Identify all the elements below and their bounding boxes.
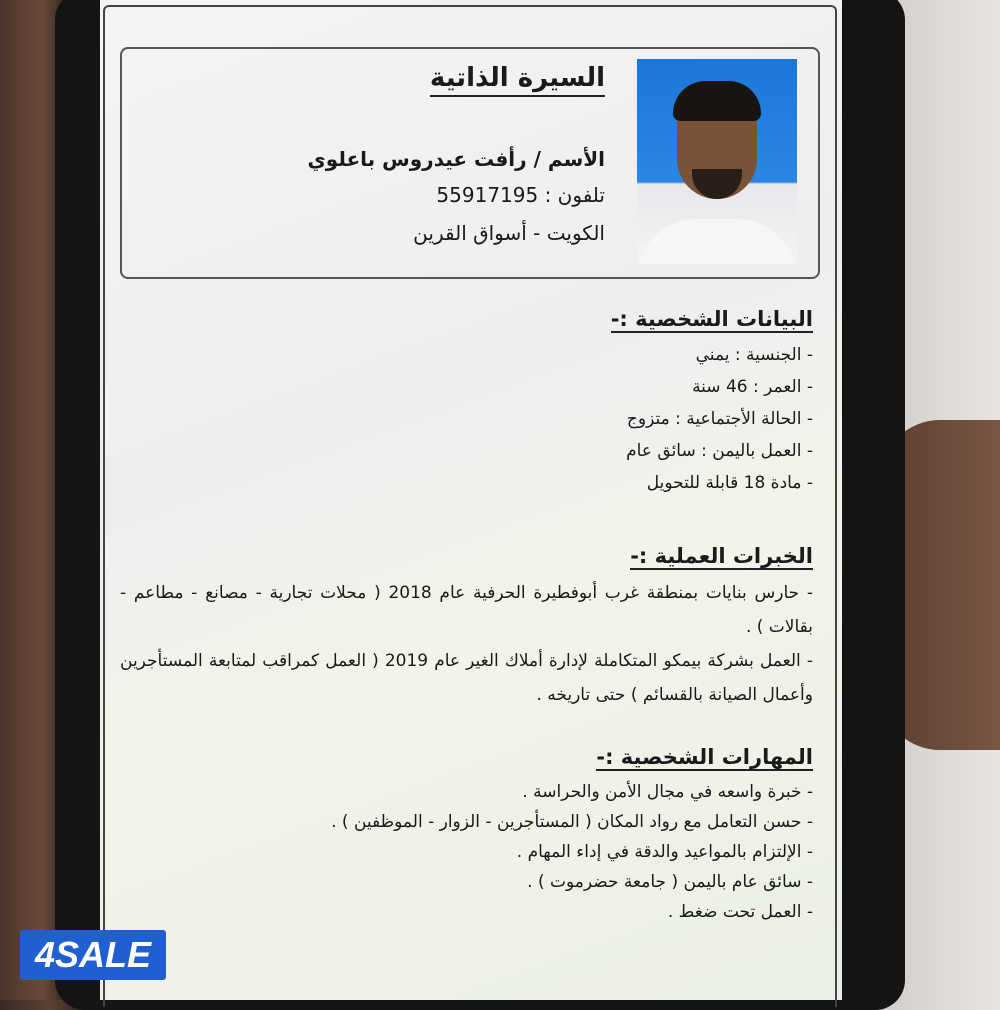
list-item: - العمل تحت ضغط . — [667, 902, 813, 922]
experience-section — [120, 544, 813, 712]
watermark-logo: 4SALE — [20, 930, 166, 980]
list-item: - حارس بنايات بمنطقة غرب أبوفطيرة الحرفية عام 2018 ( محلات تجارية - مصانع - مطاعم - بقالات ) . — [120, 583, 813, 637]
list-item: - الإلتزام بالمواعيد والدقة في إداء المهام . — [516, 842, 813, 862]
list-item: - العمل باليمن : سائق عام — [626, 441, 813, 461]
location: الكويت - أسواق القرين — [413, 221, 605, 245]
list-item: - سائق عام باليمن ( جامعة حضرموت ) . — [527, 872, 813, 892]
phone-screen — [100, 0, 842, 1000]
list-item: - حسن التعامل مع رواد المكان ( المستأجرين - الزوار - الموظفين ) . — [331, 812, 813, 832]
cv-title: السيرة الذاتية — [430, 63, 605, 97]
list-item: - العمر : 46 سنة — [692, 377, 813, 397]
list-item: - الحالة الأجتماعية : متزوج — [626, 409, 813, 429]
list-item: - الجنسية : يمني — [695, 345, 813, 365]
skills-section — [120, 745, 813, 927]
cv-header — [120, 47, 820, 279]
section-title: الخبرات العملية :- — [630, 544, 813, 568]
phone: تلفون : 55917195 — [436, 183, 605, 207]
list-item: - مادة 18 قابلة للتحويل — [646, 473, 813, 493]
list-item: - العمل بشركة بيمكو المتكاملة لإدارة أملاك الغير عام 2019 ( العمل كمراقب لمتابعة المستأجرين وأعمال الصيانة بالقسائم ) حتى تاريخه . — [120, 651, 813, 705]
list-item: - خبرة واسعه في مجال الأمن والحراسة . — [522, 782, 813, 802]
personal-section — [120, 307, 813, 499]
section-title: المهارات الشخصية :- — [596, 745, 813, 769]
section-title: البيانات الشخصية :- — [610, 307, 813, 331]
cv-document — [103, 5, 837, 1007]
name: الأسم / رأفت عيدروس باعلوي — [307, 147, 605, 171]
profile-photo — [637, 59, 797, 264]
